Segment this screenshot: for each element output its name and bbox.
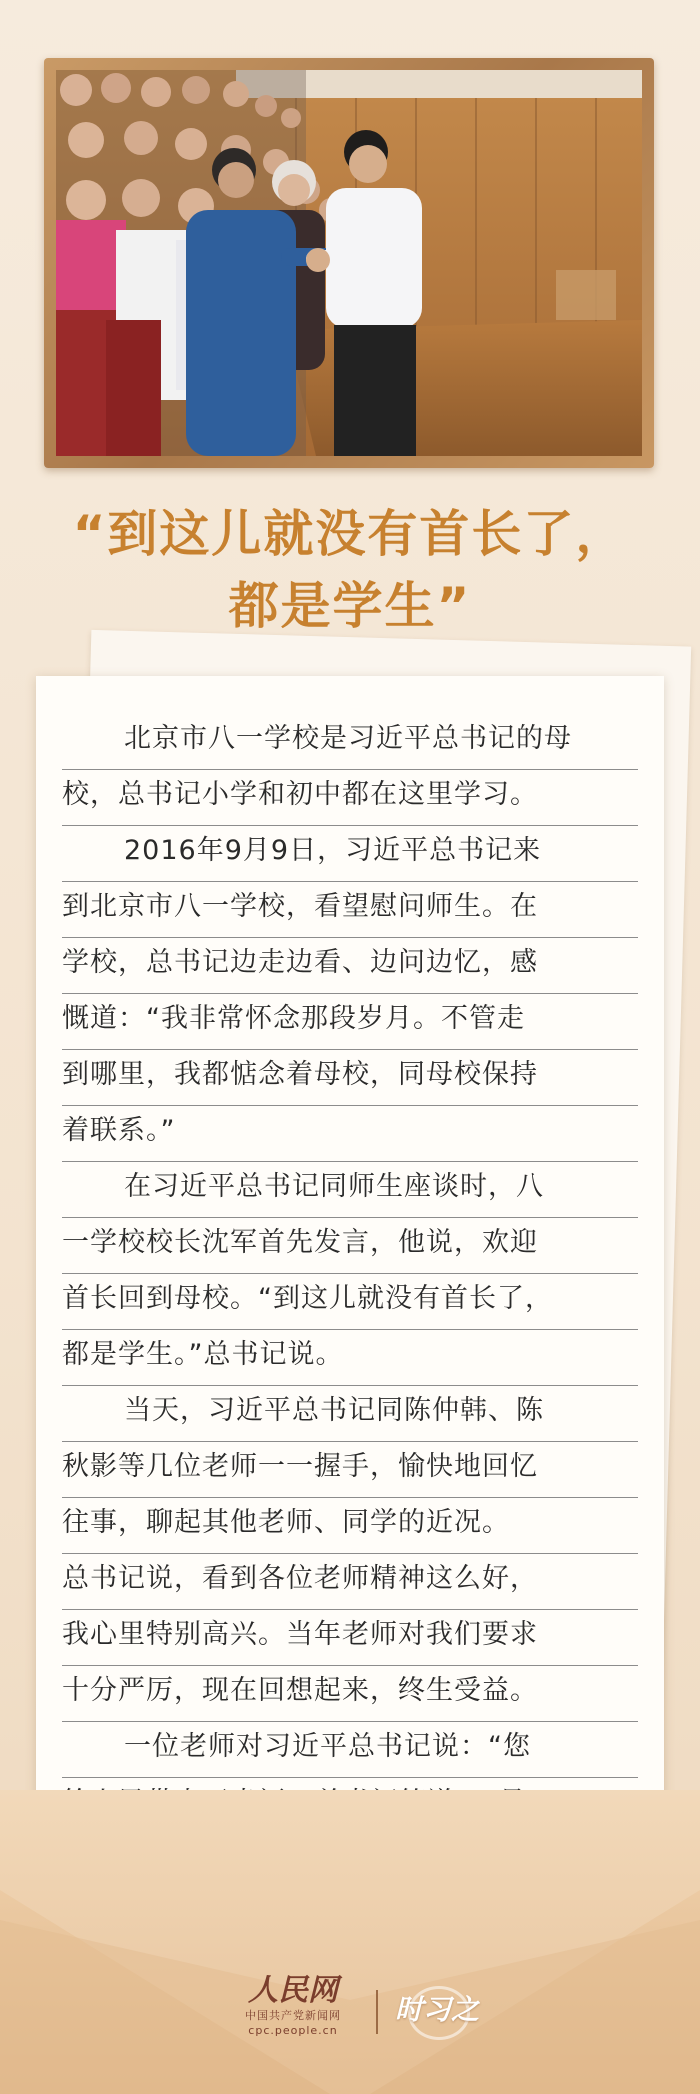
article-line: 慨道：“我非常怀念那段岁月。不管走 xyxy=(62,994,638,1050)
headline-line-1: “到这儿就没有首长了， xyxy=(72,505,628,563)
logo-divider xyxy=(376,1990,378,2034)
article-line: 一学校校长沈军首先发言，他说，欢迎 xyxy=(62,1218,638,1274)
article-line: 到哪里，我都惦念着母校，同母校保持 xyxy=(62,1050,638,1106)
rmw-logo-text: 人民网 xyxy=(248,1973,338,2008)
article-line: 当天，习近平总书记同陈仲韩、陈 xyxy=(62,1386,638,1442)
footer-logos xyxy=(0,1968,700,2058)
rmw-logo-url: cpc.people.cn xyxy=(248,2024,338,2037)
article-line: 一位老师对习近平总书记说：“您 xyxy=(62,1722,638,1778)
shixizhi-logo-text: 时习之 xyxy=(394,1993,479,2026)
article-line: 总书记说，看到各位老师精神这么好， xyxy=(62,1554,638,1610)
article-line: 往事，聊起其他老师、同学的近况。 xyxy=(62,1498,638,1554)
article-line: 我心里特别高兴。当年老师对我们要求 xyxy=(62,1610,638,1666)
article-line: 校，总书记小学和初中都在这里学习。 xyxy=(62,770,638,826)
article-line: 学校，总书记边走边看、边问边忆，感 xyxy=(62,938,638,994)
article-paper xyxy=(36,676,664,1896)
article-line: 都是学生。”总书记说。 xyxy=(62,1330,638,1386)
photo-frame xyxy=(44,58,654,468)
rmw-logo-subtitle: 中国共产党新闻网 xyxy=(245,2009,341,2022)
article-line: 到北京市八一学校，看望慰问师生。在 xyxy=(62,882,638,938)
article-line: 十分严厉，现在回想起来，终生受益。 xyxy=(62,1666,638,1722)
photo-illustration xyxy=(56,70,642,456)
headline-line-2: 都是学生” xyxy=(228,577,472,635)
people-daily-logo xyxy=(218,1974,368,2038)
article-line: 2016年9月9日，习近平总书记来 xyxy=(62,826,638,882)
news-photo xyxy=(56,70,642,456)
shixizhi-logo xyxy=(382,1980,492,2040)
article-line: 着联系。” xyxy=(62,1106,638,1162)
article-line: 秋影等几位老师一一握手，愉快地回忆 xyxy=(62,1442,638,1498)
article-line: 北京市八一学校是习近平总书记的母 xyxy=(62,714,638,770)
headline xyxy=(0,498,700,642)
article-body xyxy=(62,714,638,1890)
article-line: 首长回到母校。“到这儿就没有首长了， xyxy=(62,1274,638,1330)
article-line: 在习近平总书记同师生座谈时，八 xyxy=(62,1162,638,1218)
